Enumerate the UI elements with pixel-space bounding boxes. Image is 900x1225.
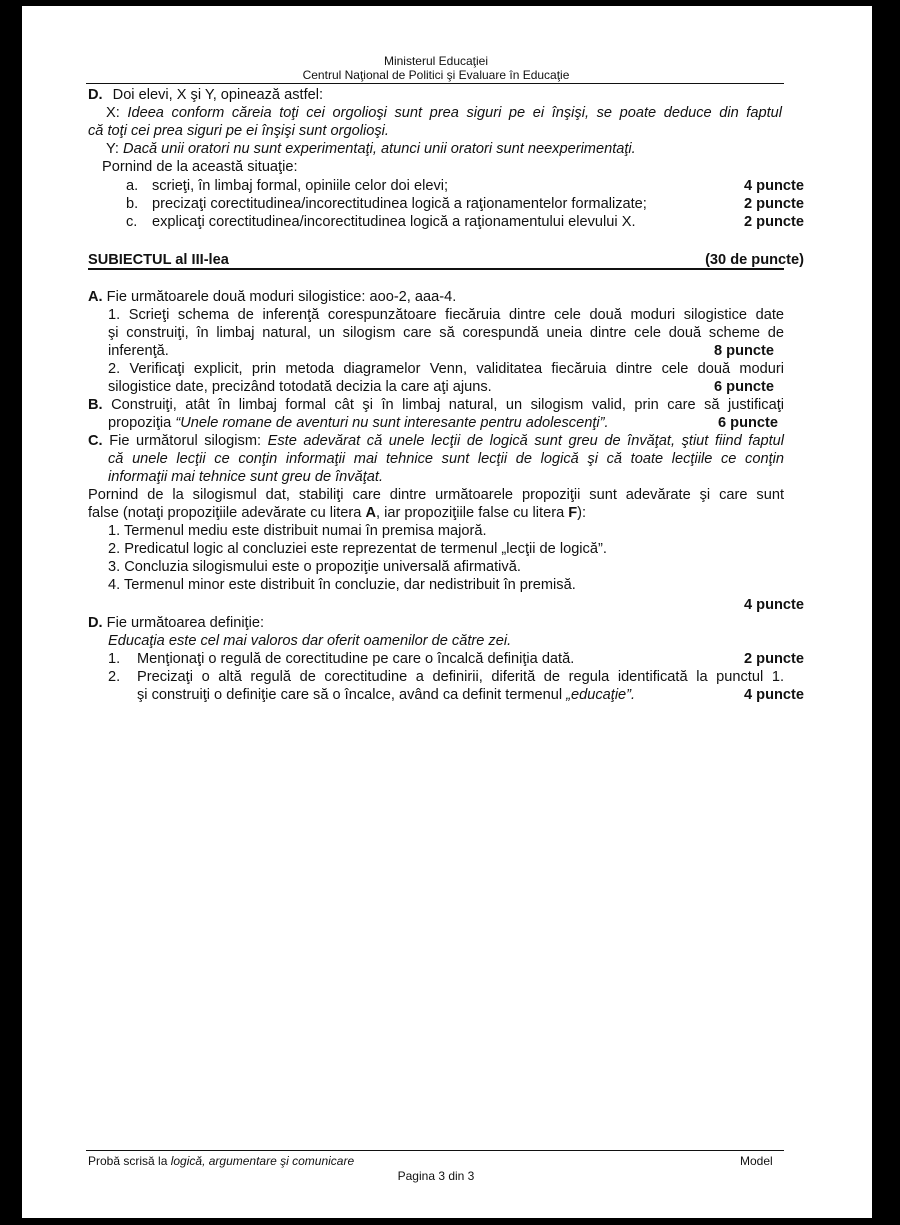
- section-c-line1: [88, 432, 784, 450]
- c-p2-b: , iar propoziţiile false cu litera: [376, 505, 565, 521]
- c-points: 4 puncte: [743, 597, 804, 613]
- subject-points: (30 de puncte): [705, 252, 804, 268]
- d2-points: 4 puncte: [743, 687, 804, 703]
- intro-text: Doi elevi, X şi Y, opinează astfel:: [112, 87, 324, 103]
- header-ministry: Ministerul Educaţiei: [383, 54, 489, 68]
- a2-line1: 2. Verificaţi explicit, prin metoda diagramelor Venn, validitatea fiecăruia dintre cele două moduri: [108, 361, 784, 377]
- section-a-text: Fie următoarele două moduri silogistice: aoo-2, aaa-4.: [106, 289, 457, 305]
- d2-pre: şi construiţi o definiţie care să o încalce, având ca definit termenul: [137, 687, 563, 703]
- d1-mark: 1.: [108, 651, 121, 667]
- d1-points: 2 puncte: [743, 651, 804, 667]
- a1-line3: inferenţă.: [108, 343, 169, 359]
- section-b-line2: [108, 414, 609, 432]
- page-number: Pagina 3 din 3: [397, 1169, 475, 1183]
- exam-page: [22, 6, 872, 1218]
- a2-line2: silogistice date, precizând totodată decizia la care aţi ajuns.: [108, 379, 492, 395]
- task-b-points: 2 puncte: [743, 196, 804, 212]
- d2-line1: Precizaţi o altă regulă de corectitudine a definirii, diferită de regula identificată la punctul 1.: [137, 669, 784, 685]
- footer-pre: Probă scrisă la: [88, 1154, 168, 1168]
- section-d-top-intro: [88, 86, 323, 104]
- task-b-mark: b.: [126, 196, 139, 212]
- y-text: Dacă unii oratori nu sunt experimentaţi, atunci unii oratori sunt neexperimentaţi.: [123, 141, 636, 157]
- a1-line2: şi construiţi, în limbaj natural, un silogism care să corespundă uneia dintre cele două scheme de: [108, 325, 784, 341]
- task-a-points: 4 puncte: [743, 178, 804, 194]
- a2-points: 6 puncte: [713, 379, 774, 395]
- c-statement-1: 1. Termenul mediu este distribuit numai în premisa majoră.: [108, 523, 487, 539]
- d2-mark: 2.: [108, 669, 121, 685]
- subject-rule: [88, 268, 784, 270]
- x-label: X:: [106, 105, 120, 121]
- opinion-x-line2: că toţi cei prea siguri pe ei înşişi sunt orgolioşi.: [88, 123, 389, 139]
- definition-text: Educaţia este cel mai valoros dar oferit oamenilor de către zei.: [108, 633, 512, 649]
- footer-discipline: logică, argumentare şi comunicare: [170, 1154, 355, 1168]
- d1-text: Menţionaţi o regulă de corectitudine pe care o încalcă definiţia dată.: [137, 651, 575, 667]
- section-c-prompt2: [88, 504, 586, 522]
- b-pre: propoziţia: [108, 415, 172, 431]
- section-letter: A.: [88, 289, 103, 305]
- header-center: Centrul Naţional de Politici şi Evaluare în Educaţie: [302, 68, 570, 82]
- c-statement-4: 4. Termenul minor este distribuit în concluzie, dar nedistribuit în premisă.: [108, 577, 576, 593]
- c-p2-letter-a: A: [365, 505, 376, 521]
- footer-rule: [86, 1150, 784, 1151]
- task-c-text: explicaţi corectitudinea/incorectitudinea logică a raţionamentului elevului X.: [152, 214, 636, 230]
- opinion-x-line1: [106, 104, 782, 122]
- d2-line2: [137, 686, 635, 704]
- lead-text: Pornind de la această situaţie:: [102, 159, 298, 175]
- c-p2-letter-f: F: [568, 505, 578, 521]
- subject-title: SUBIECTUL al III-lea: [88, 252, 229, 268]
- c-p2-a: false (notaţi propoziţiile adevărate cu litera: [88, 505, 362, 521]
- c-syllogism-start: Este adevărat că unele lecţii de logică sunt greu de învăţat, ştiut fiind faptul: [267, 433, 784, 449]
- section-letter: D.: [88, 87, 103, 103]
- section-d-intro: [88, 614, 264, 632]
- section-a-intro: [88, 288, 456, 306]
- footer-model: Model: [740, 1154, 773, 1168]
- section-letter: D.: [88, 615, 103, 631]
- c-pre: Fie următorul silogism:: [109, 433, 262, 449]
- d2-term: „educaţie”.: [566, 687, 636, 703]
- footer-subject: [88, 1154, 354, 1168]
- c-statement-3: 3. Concluzia silogismului este o propoziţie universală afirmativă.: [108, 559, 521, 575]
- section-b-text: Construiţi, atât în limbaj formal cât şi în limbaj natural, un silogism valid, prin care să justificaţi: [111, 397, 784, 413]
- section-c-prompt1: Pornind de la silogismul dat, stabiliţi care dintre următoarele propoziţii sunt adevărate şi care sunt: [88, 487, 784, 503]
- a1-line1: 1. Scrieţi schema de inferenţă corespunzătoare fiecăruia dintre cele două moduri silogistice date: [108, 307, 784, 323]
- b-quote: “Unele romane de aventuri nu sunt interesante pentru adolescenţi”.: [175, 415, 609, 431]
- opinion-y: [106, 140, 636, 158]
- b-points: 6 puncte: [717, 415, 778, 431]
- x-text: Ideea conform căreia toţi cei orgolioşi sunt prea siguri pe ei înşişi, se poate deduce din faptul: [127, 105, 782, 121]
- task-a-mark: a.: [126, 178, 139, 194]
- c-p2-c: ):: [577, 505, 587, 521]
- header-rule: [86, 83, 784, 84]
- task-b-text: precizaţi corectitudinea/incorectitudinea logică a raţionamentelor formalizate;: [152, 196, 647, 212]
- y-label: Y:: [106, 141, 119, 157]
- section-letter: C.: [88, 433, 103, 449]
- task-a-text: scrieţi, în limbaj formal, opiniile celor doi elevi;: [152, 178, 449, 194]
- section-c-line2: că unele lecţii ce conţin informaţii mai tehnice sunt lecţii de logică şi că toate lecţiile ce conţin: [108, 451, 784, 467]
- section-d-text: Fie următoarea definiţie:: [106, 615, 265, 631]
- task-c-points: 2 puncte: [743, 214, 804, 230]
- task-c-mark: c.: [126, 214, 138, 230]
- c-statement-2: 2. Predicatul logic al concluziei este reprezentat de termenul „lecţii de logică”.: [108, 541, 607, 557]
- section-letter: B.: [88, 397, 103, 413]
- a1-points: 8 puncte: [713, 343, 774, 359]
- section-b-line1: [88, 396, 784, 414]
- section-c-line3: informaţii mai tehnice sunt greu de învăţat.: [108, 469, 383, 485]
